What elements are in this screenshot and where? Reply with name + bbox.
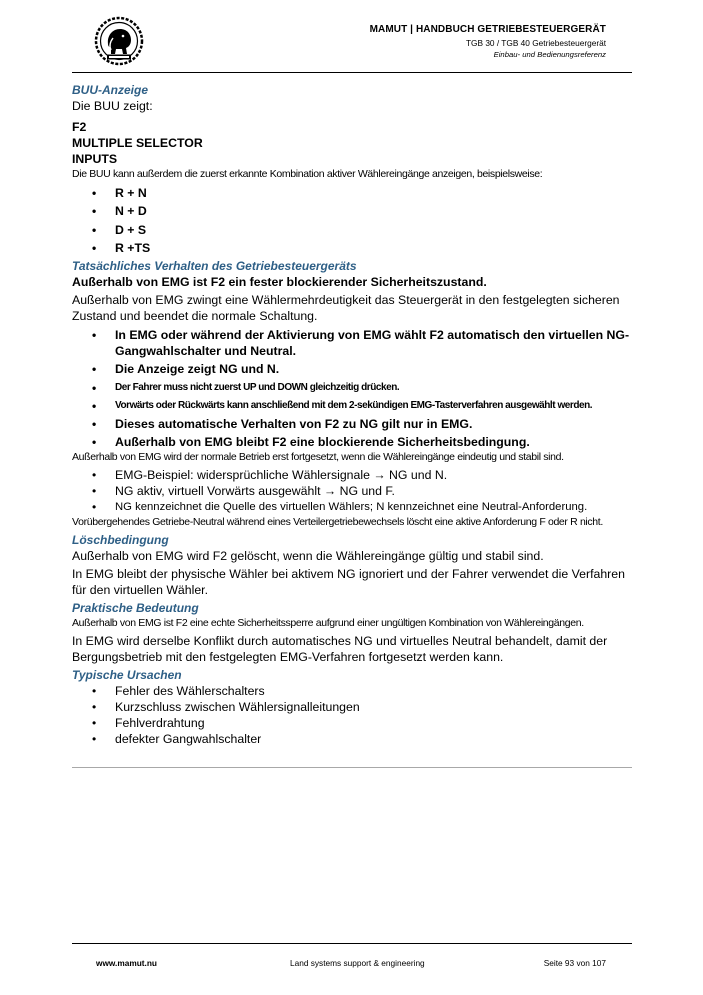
document-subtitle: TGB 30 / TGB 40 Getriebesteuergerät bbox=[465, 38, 606, 48]
document-title: MAMUT | HANDBUCH GETRIEBESTEUERGERÄT bbox=[369, 24, 606, 35]
list-item: • Vorwärts oder Rückwärts kann anschließend mit dem 2-sekündigen EMG-Tasterverfahren ausgewählt werden. bbox=[72, 399, 632, 413]
list-item: • Der Fahrer muss nicht zuerst UP und DOWN gleichzeitig drücken. bbox=[72, 381, 632, 395]
list-item: • Fehlverdrahtung bbox=[72, 715, 632, 731]
buu-line1: MULTIPLE SELECTOR bbox=[72, 136, 203, 150]
temporary-neutral-note: Vorübergehendes Getriebe-Neutral während eines Verteilergetriebewechsels löscht eine aktive Anforderung F oder R nicht. bbox=[72, 516, 603, 528]
list-item: • defekter Gangwahlschalter bbox=[72, 731, 632, 747]
buu-combos-intro: Die BUU kann außerdem die zuerst erkannte Kombination aktiver Wählereingänge anzeigen, beispielsweise: bbox=[72, 168, 543, 180]
buu-code: F2 bbox=[72, 120, 87, 134]
section-heading-buu: BUU-Anzeige bbox=[72, 83, 149, 97]
list-item: • EMG-Beispiel: widersprüchliche Wählersignale → NG und N. bbox=[72, 467, 632, 483]
footer-website: www.mamut.nu bbox=[96, 958, 157, 968]
content-end-divider bbox=[72, 767, 632, 768]
page-header bbox=[72, 14, 632, 72]
list-item: • Fehler des Wählerschalters bbox=[72, 683, 632, 699]
list-item: • Die Anzeige zeigt NG und N. bbox=[72, 361, 632, 377]
header-divider bbox=[72, 72, 632, 73]
footer-tagline: Land systems support & engineering bbox=[290, 958, 425, 968]
list-item: • NG aktiv, virtuell Vorwärts ausgewählt → NG und F. bbox=[72, 483, 632, 499]
section-heading-causes: Typische Ursachen bbox=[72, 668, 182, 682]
practical-paragraph-2: In EMG wird derselbe Konflikt durch automatisches NG und virtuelles Neutral behandelt, damit der Bergungsbetrieb mit den festgelegten EMG-Verfahren fortgesetzt werden kann. bbox=[72, 634, 608, 664]
footer-divider bbox=[72, 943, 632, 944]
list-item: • Dieses automatische Verhalten von F2 zu NG gilt nur in EMG. bbox=[72, 416, 632, 432]
buu-combo-list bbox=[72, 185, 632, 257]
practical-paragraph-1: Außerhalb von EMG ist F2 eine echte Sicherheitssperre aufgrund einer ungültigen Kombination von Wählereingängen. bbox=[72, 617, 584, 629]
list-item: • N + D bbox=[72, 203, 632, 219]
list-item: • R + N bbox=[72, 185, 632, 201]
buu-intro: Die BUU zeigt: bbox=[72, 99, 153, 113]
list-item: • Kurzschluss zwischen Wählersignalleitungen bbox=[72, 699, 632, 715]
section-heading-behavior: Tatsächliches Verhalten des Getriebesteuergeräts bbox=[72, 259, 357, 273]
resume-note: Außerhalb von EMG wird der normale Betrieb erst fortgesetzt, wenn die Wählereingänge eindeutig und stabil sind. bbox=[72, 451, 564, 463]
buu-line2: INPUTS bbox=[72, 152, 118, 166]
section-heading-clear: Löschbedingung bbox=[72, 533, 169, 547]
list-item: • NG kennzeichnet die Quelle des virtuellen Wählers; N kennzeichnet eine Neutral-Anforderung. bbox=[72, 499, 632, 515]
page-content bbox=[72, 82, 632, 747]
list-item: • D + S bbox=[72, 222, 632, 238]
behavior-bold-statement: Außerhalb von EMG ist F2 ein fester blockierender Sicherheitszustand. bbox=[72, 275, 487, 289]
clear-paragraph-1: Außerhalb von EMG wird F2 gelöscht, wenn die Wählereingänge gültig und stabil sind. bbox=[72, 549, 544, 563]
clear-paragraph-2: In EMG bleibt der physische Wähler bei aktivem NG ignoriert und der Fahrer verwendet die Verfahren für den virtuellen Wähler. bbox=[72, 567, 625, 597]
emg-behavior-list bbox=[72, 327, 632, 451]
list-item: • In EMG oder während der Aktivierung von EMG wählt F2 automatisch den virtuellen NG-Gangwahlschalter und Neutral. bbox=[72, 327, 632, 359]
section-heading-practical: Praktische Bedeutung bbox=[72, 601, 199, 615]
example-list bbox=[72, 467, 632, 515]
document-subtitle-italic: Einbau- und Bedienungsreferenz bbox=[493, 50, 606, 59]
mamut-logo-icon bbox=[94, 16, 144, 66]
footer-page-number: Seite 93 von 107 bbox=[543, 958, 606, 968]
list-item: • Außerhalb von EMG bleibt F2 eine blockierende Sicherheitsbedingung. bbox=[72, 434, 632, 450]
list-item: • R +TS bbox=[72, 240, 632, 256]
behavior-paragraph: Außerhalb von EMG zwingt eine Wählermehrdeutigkeit das Steuergerät in den festgelegten sicheren Zustand und beendet die normale Schaltung. bbox=[72, 293, 620, 323]
causes-list bbox=[72, 683, 632, 747]
